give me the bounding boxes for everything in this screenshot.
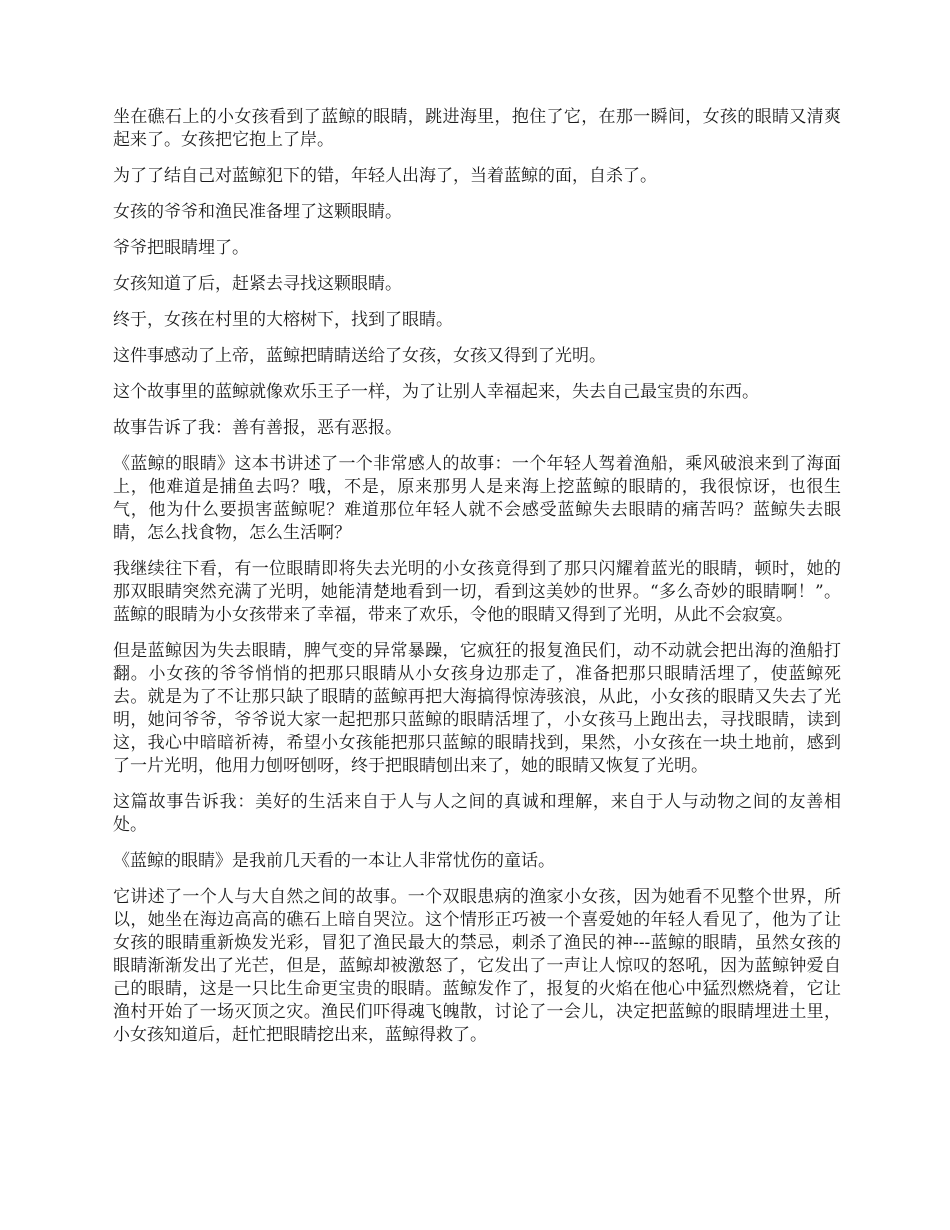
- paragraph: 《蓝鲸的眼睛》这本书讲述了一个非常感人的故事：一个年轻人驾着渔船，乘风破浪来到了海面上，他难道是捕鱼去吗？哦，不是，原来那男人是来海上挖蓝鲸的眼睛的，我很惊讶，也很生气，他为什么要损害蓝鲸呢？难道那位年轻人就不会感受蓝鲸失去眼睛的痛苦吗？蓝鲸失去眼睛，怎么找食物，怎么生活啊？: [113, 454, 841, 543]
- paragraph: 这件事感动了上帝，蓝鲸把睛睛送给了女孩，女孩又得到了光明。: [113, 346, 606, 366]
- paragraph: 但是蓝鲸因为失去眼睛，脾气变的异常暴躁，它疯狂的报复渔民们，动不动就会把出海的渔船打翻。小女孩的爷爷悄悄的把那只眼睛从小女孩身边那走了，准备把那只眼睛活埋了，使蓝鲸死去。就是为了不让那只缺了眼睛的蓝鲸再把大海搞得惊涛骇浪，从此，小女孩的眼睛又失去了光明，她问爷爷，爷爷说大家一起把那只蓝鲸的眼睛活埋了，小女孩马上跑出去，寻找眼睛，读到这，我心中暗暗祈祷，希望小女孩能把那只蓝鲸的眼睛找到，果然，小女孩在一块土地前，感到了一片光明，他用力刨呀刨呀，终于把眼睛刨出来了，她的眼睛又恢复了光明。: [113, 641, 841, 776]
- paragraph: 爷爷把眼睛埋了。: [113, 238, 249, 258]
- paragraph: 我继续往下看，有一位眼睛即将失去光明的小女孩竟得到了那只闪耀着蓝光的眼睛，顿时，她的那双眼睛突然充满了光明，她能清楚地看到一切，看到这美妙的世界。“多么奇妙的眼睛啊！”。蓝鲸的眼睛为小女孩带来了幸福，带来了欢乐，令他的眼睛又得到了光明，从此不会寂寞。: [113, 559, 841, 625]
- paragraph: 终于，女孩在村里的大榕树下，找到了眼睛。: [113, 310, 453, 330]
- paragraph: 它讲述了一个人与大自然之间的故事。一个双眼患病的渔家小女孩，因为她看不见整个世界，所以，她坐在海边高高的礁石上暗自哭泣。这个情形正巧被一个喜爱她的年轻人看见了，他为了让女孩的眼睛重新焕发光彩，冒犯了渔民最大的禁忌，刺杀了渔民的神---蓝鲸的眼睛，虽然女孩的眼睛渐渐发出了光芒，但是，蓝鲸却被激怒了，它发出了一声让人惊叹的怒吼，因为蓝鲸钟爱自己的眼睛，这是一只比生命更宝贵的眼睛。蓝鲸发作了，报复的火焰在他心中猛烈燃烧着，它让渔村开始了一场灭顶之灾。渔民们吓得魂飞魄散，讨论了一会儿，决定把蓝鲸的眼睛埋进土里，小女孩知道后，赶忙把眼睛挖出来，蓝鲸得救了。: [113, 887, 841, 1045]
- document-body: [113, 106, 841, 1060]
- paragraph: 这篇故事告诉我：美好的生活来自于人与人之间的真诚和理解，来自于人与动物之间的友善相处。: [113, 792, 841, 835]
- paragraph: 《蓝鲸的眼睛》是我前几天看的一本让人非常忧伤的童话。: [113, 851, 555, 871]
- paragraph: 为了了结自己对蓝鲸犯下的错，年轻人出海了，当着蓝鲸的面，自杀了。: [113, 166, 657, 186]
- paragraph: 女孩知道了后，赶紧去寻找这颗眼睛。: [113, 274, 402, 294]
- paragraph: 这个故事里的蓝鲸就像欢乐王子一样，为了让别人幸福起来，失去自己最宝贵的东西。: [113, 382, 759, 402]
- paragraph: 女孩的爷爷和渔民准备埋了这颗眼睛。: [113, 202, 402, 222]
- paragraph: 故事告诉了我：善有善报，恶有恶报。: [113, 418, 402, 438]
- paragraph: 坐在礁石上的小女孩看到了蓝鲸的眼睛，跳进海里，抱住了它，在那一瞬间，女孩的眼睛又清爽起来了。女孩把它抱上了岸。: [113, 107, 841, 150]
